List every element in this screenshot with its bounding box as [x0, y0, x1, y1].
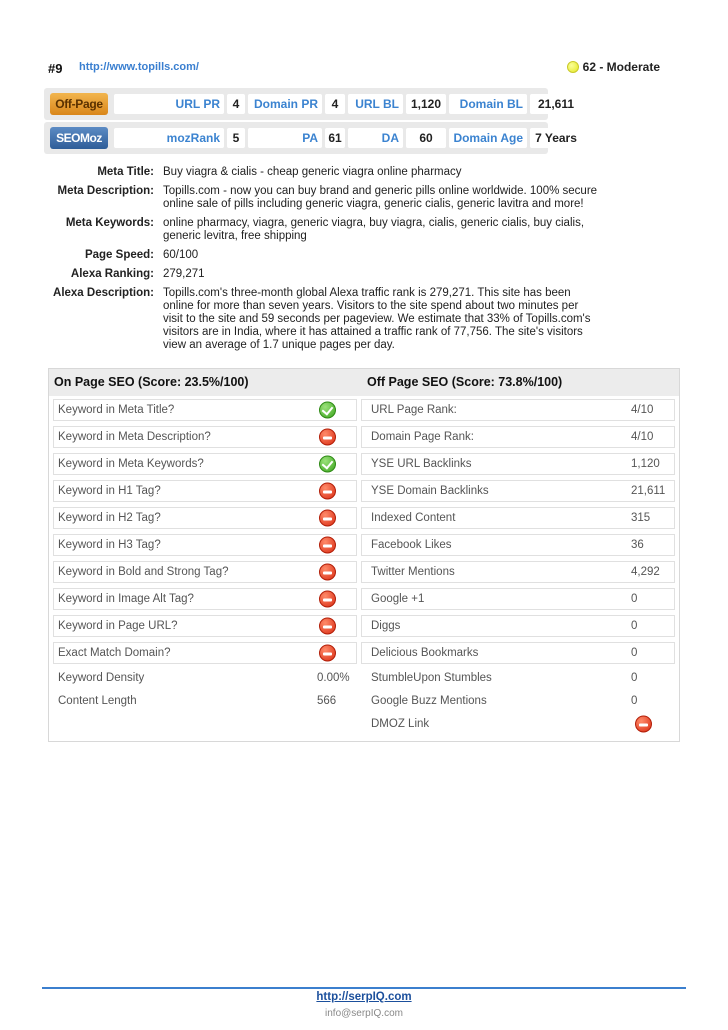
check-pass-icon — [319, 456, 336, 473]
domain-pr-label: Domain PR — [248, 94, 322, 114]
da-label: DA — [348, 128, 403, 148]
offpage-metric-value: 0 — [631, 647, 638, 659]
alexa-description-label: Alexa Description: — [53, 287, 154, 299]
onpage-check-value: 566 — [317, 695, 337, 707]
text-line: online pharmacy, viagra, generic viagra, buy viagra, cialis, generic cialis, buy cialis, — [163, 217, 585, 229]
domain-age-value: 7 Years — [530, 128, 582, 148]
text-line: visit to the site and 59 seconds per pageview. We estimate that 33% of Topills.com's — [163, 313, 591, 325]
check-fail-icon — [319, 564, 336, 581]
offpage-seo-title: Off Page SEO (Score: 73.8%/100) — [367, 375, 563, 389]
check-fail-icon — [319, 483, 336, 500]
offpage-metric-label: YSE Domain Backlinks — [371, 485, 489, 497]
pa-label: PA — [248, 128, 322, 148]
page-speed-label: Page Speed: — [84, 249, 154, 261]
check-fail-icon — [319, 537, 336, 554]
page-speed-row — [48, 249, 688, 262]
check-pass-icon — [319, 402, 336, 419]
meta-keywords-label: Meta Keywords: — [65, 217, 154, 229]
onpage-check-label: Keyword in H3 Tag? — [58, 539, 161, 551]
text-line: Topills.com - now you can buy brand and generic pills online worldwide. 100% secure — [163, 185, 598, 197]
offpage-metric-label: Facebook Likes — [371, 539, 452, 551]
onpage-check-label: Keyword in Meta Keywords? — [58, 458, 204, 470]
check-fail-icon — [319, 510, 336, 527]
onpage-check-label: Keyword in Bold and Strong Tag? — [58, 566, 229, 578]
mozrank-label: mozRank — [114, 128, 224, 148]
domain-age-label: Domain Age — [449, 128, 527, 148]
score-indicator — [567, 60, 660, 74]
offpage-metric-value: 4,292 — [631, 566, 660, 578]
seomoz-metrics-row — [44, 122, 577, 154]
meta-keywords-row — [48, 217, 688, 243]
text-line: visitors are in India, where it has attained a traffic rank of 77,756. The site's visitors — [163, 326, 583, 338]
meta-title-row — [48, 166, 688, 179]
url-pr-label: URL PR — [114, 94, 224, 114]
url-bl-label: URL BL — [348, 94, 403, 114]
table-row — [49, 612, 679, 639]
table-row — [49, 666, 679, 689]
table-row — [49, 712, 679, 735]
check-fail-icon — [319, 591, 336, 608]
table-spacer — [49, 735, 679, 741]
score-text: 62 - Moderate — [582, 60, 660, 74]
domain-bl-value: 21,611 — [530, 94, 582, 114]
onpage-check-label: Keyword in H1 Tag? — [58, 485, 161, 497]
domain-pr-value: 4 — [325, 94, 345, 114]
table-row — [49, 423, 679, 450]
text-line: Topills.com's three-month global Alexa traffic rank is 279,271. This site has been — [163, 287, 571, 299]
check-fail-icon — [319, 645, 336, 662]
onpage-check-label: Keyword in Meta Description? — [58, 431, 211, 443]
offpage-metric-label: Google Buzz Mentions — [371, 695, 487, 707]
meta-description-value — [163, 185, 688, 211]
domain-bl-label: Domain BL — [449, 94, 527, 114]
onpage-seo-title: On Page SEO (Score: 23.5%/100) — [54, 375, 249, 389]
onpage-check-label: Keyword in Page URL? — [58, 620, 178, 632]
offpage-metric-label: DMOZ Link — [371, 718, 430, 730]
page-speed-value: 60/100 — [163, 249, 199, 261]
text-line: online sale of pills including generic viagra, generic cialis, generic lavitra and more! — [163, 198, 584, 210]
offpage-metric-value: 0 — [631, 593, 638, 605]
footer-email: info@serpIQ.com — [325, 1008, 403, 1019]
pa-value: 61 — [325, 128, 345, 148]
url-pr-value: 4 — [227, 94, 245, 114]
alexa-ranking-label: Alexa Ranking: — [70, 268, 154, 280]
score-dot-icon — [567, 61, 579, 73]
table-row — [49, 689, 679, 712]
meta-keywords-value — [163, 217, 688, 243]
offpage-metric-value: 4/10 — [631, 404, 654, 416]
onpage-check-label: Content Length — [58, 695, 137, 707]
text-line: generic levitra, free shipping — [163, 230, 307, 242]
onpage-check-label: Keyword in Image Alt Tag? — [58, 593, 194, 605]
meta-info-block — [48, 166, 688, 358]
table-row — [49, 531, 679, 558]
table-row — [49, 450, 679, 477]
rank-number: #9 — [48, 61, 63, 76]
table-row — [49, 504, 679, 531]
offpage-badge: Off-Page — [50, 93, 108, 115]
offpage-metrics-row — [44, 88, 575, 120]
offpage-metric-value: 21,611 — [631, 485, 666, 497]
onpage-check-value: 0.00% — [317, 672, 350, 684]
footer-url-link[interactable]: http://serpIQ.com — [316, 991, 412, 1003]
meta-description-row — [48, 185, 688, 211]
alexa-description-row — [48, 287, 688, 352]
seomoz-badge: SEOMoz — [50, 127, 108, 149]
onpage-check-label: Keyword in H2 Tag? — [58, 512, 161, 524]
offpage-metric-value: 1,120 — [631, 458, 660, 470]
meta-title-value: Buy viagra & cialis - cheap generic viagra online pharmacy — [163, 166, 462, 178]
meta-title-label: Meta Title: — [97, 166, 154, 178]
mozrank-value: 5 — [227, 128, 245, 148]
offpage-metric-label: Twitter Mentions — [371, 566, 455, 578]
offpage-metric-label: Diggs — [371, 620, 401, 632]
offpage-metric-label: Google +1 — [371, 593, 425, 605]
table-row — [49, 585, 679, 612]
onpage-check-label: Keyword Density — [58, 672, 145, 684]
seo-table — [48, 368, 680, 742]
onpage-check-label: Keyword in Meta Title? — [58, 404, 175, 416]
offpage-metric-label: YSE URL Backlinks — [371, 458, 472, 470]
offpage-metric-value: 0 — [631, 695, 638, 707]
alexa-ranking-value: 279,271 — [163, 268, 205, 280]
offpage-metric-label: Domain Page Rank: — [371, 431, 474, 443]
offpage-metric-value: 0 — [631, 620, 638, 632]
offpage-metric-value: 4/10 — [631, 431, 654, 443]
text-line: online for more than seven years. Visitors to the site spend about two minutes per — [163, 300, 579, 312]
table-row — [49, 477, 679, 504]
offpage-metric-label: StumbleUpon Stumbles — [371, 672, 492, 684]
offpage-metric-label: Delicious Bookmarks — [371, 647, 479, 659]
site-url-link[interactable]: http://www.topills.com/ — [79, 61, 199, 73]
offpage-metric-value: 315 — [631, 512, 651, 524]
offpage-metric-value: 0 — [631, 672, 638, 684]
seo-rows — [49, 396, 679, 741]
table-row — [49, 558, 679, 585]
offpage-metric-label: Indexed Content — [371, 512, 456, 524]
check-fail-icon — [319, 429, 336, 446]
offpage-metric-value: 36 — [631, 539, 644, 551]
table-row — [49, 396, 679, 423]
text-line: view an average of 1.7 unique pages per day. — [163, 339, 395, 351]
meta-description-label: Meta Description: — [57, 185, 154, 197]
onpage-check-label: Exact Match Domain? — [58, 647, 171, 659]
footer-divider — [42, 987, 686, 989]
check-fail-icon — [319, 618, 336, 635]
da-value: 60 — [406, 128, 446, 148]
alexa-description-value — [163, 287, 688, 352]
row-cell-box — [361, 615, 675, 637]
alexa-ranking-row — [48, 268, 688, 281]
table-row — [49, 639, 679, 666]
seo-table-header — [49, 369, 679, 396]
result-header — [48, 58, 682, 78]
url-bl-value: 1,120 — [406, 94, 446, 114]
check-fail-icon — [635, 716, 652, 733]
offpage-metric-label: URL Page Rank: — [371, 404, 457, 416]
